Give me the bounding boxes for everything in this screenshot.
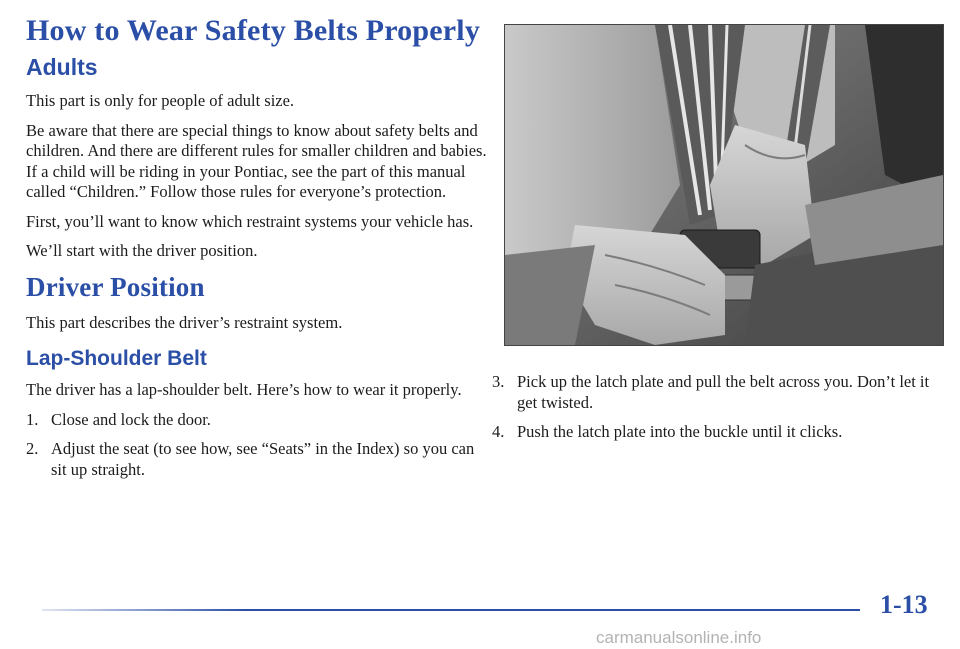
page-title: How to Wear Safety Belts Properly bbox=[26, 14, 481, 47]
driver-intro: This part describes the driver’s restraint system. bbox=[26, 312, 343, 332]
right-column bbox=[492, 24, 942, 441]
step-number: 3. bbox=[492, 372, 505, 391]
list-item bbox=[492, 372, 942, 413]
step-number: 1. bbox=[26, 409, 39, 429]
adults-paragraph-1: This part is only for people of adult size. bbox=[26, 91, 295, 110]
step-text: Adjust the seat (to see how, see “Seats” in the Index) so you can sit up straight. bbox=[51, 439, 475, 479]
footer-rule bbox=[42, 609, 860, 611]
list-item bbox=[492, 422, 942, 443]
adults-paragraph-4: We’ll start with the driver position. bbox=[26, 241, 258, 260]
step-text: Pick up the latch plate and pull the belt across you. Don’t let it get twisted. bbox=[517, 372, 930, 412]
seatbelt-buckle-photo bbox=[504, 24, 944, 346]
lap-belt-intro: The driver has a lap-shoulder belt. Here’s how to wear it properly. bbox=[26, 380, 462, 399]
steps-list-left bbox=[26, 410, 488, 481]
step-number: 2. bbox=[26, 439, 39, 458]
driver-position-heading: Driver Position bbox=[26, 271, 205, 302]
left-column bbox=[26, 14, 488, 489]
step-text: Close and lock the door. bbox=[51, 409, 211, 429]
lap-shoulder-belt-heading: Lap-Shoulder Belt bbox=[26, 347, 207, 370]
list-item bbox=[26, 439, 488, 480]
adults-paragraph-3: First, you’ll want to know which restraint systems your vehicle has. bbox=[26, 211, 474, 231]
steps-list-right bbox=[492, 372, 942, 452]
step-number: 4. bbox=[492, 422, 505, 441]
adults-heading: Adults bbox=[26, 54, 98, 80]
page-number: 1-13 bbox=[880, 590, 928, 619]
adults-paragraph-2: Be aware that there are special things to know about safety belts and children. And there are different rules for smaller children and babies. If a child will be riding in your Pontiac, see the part of this manual called “Children.” Follow those rules for everyone’s protection. bbox=[26, 120, 487, 201]
seatbelt-illustration bbox=[505, 25, 943, 345]
watermark: carmanualsonline.info bbox=[596, 628, 762, 647]
list-item bbox=[26, 410, 488, 431]
step-text: Push the latch plate into the buckle until it clicks. bbox=[517, 422, 843, 441]
